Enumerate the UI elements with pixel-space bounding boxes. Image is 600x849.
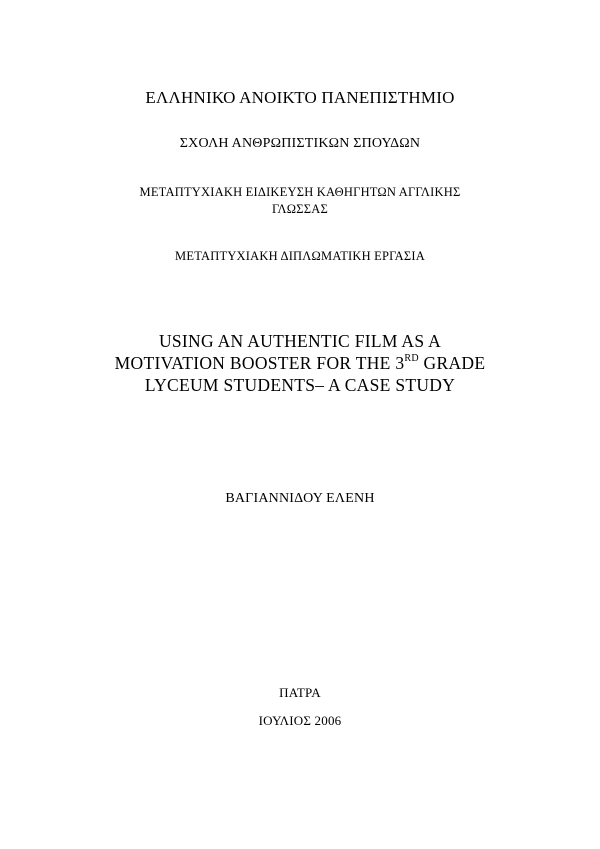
specialization [0, 184, 600, 218]
title-line-1: USING AN AUTHENTIC FILM AS A [158, 331, 442, 351]
specialization-line-2: ΓΛΩΣΣΑΣ [272, 202, 328, 216]
specialization-line-1: ΜΕΤΑΠΤΥΧΙΑΚΗ ΕΙΔΙΚΕΥΣΗ ΚΑΘΗΓΗΤΩΝ ΑΓΓΛΙΚΗΣ [139, 185, 461, 199]
title-line-2-end: GRADE [418, 353, 486, 373]
thesis-type: ΜΕΤΑΠΤΥΧΙΑΚΗ ΔΙΠΛΩΜΑΤΙΚΗ ΕΡΓΑΣΙΑ [175, 249, 425, 263]
city: ΠΑΤΡΑ [279, 685, 321, 700]
thesis-title [0, 330, 600, 396]
university-name: ΕΛΛΗΝΙΚΟ ΑΝΟΙΚΤΟ ΠΑΝΕΠΙΣΤΗΜΙΟ [145, 88, 455, 107]
title-line-2 [0, 352, 600, 374]
author-name: ΒΑΓΙΑΝΝΙΔΟΥ ΕΛΕΝΗ [225, 491, 375, 506]
title-line-2-superscript: RD [404, 353, 419, 365]
title-line-3: LYCEUM STUDENTS– A CASE STUDY [144, 375, 456, 395]
school-name: ΣΧΟΛΗ ΑΝΘΡΩΠΙΣΤΙΚΩΝ ΣΠΟΥΔΩΝ [179, 136, 421, 151]
title-line-2-start: MOTIVATION BOOSTER FOR THE 3 [114, 353, 405, 373]
date: ΙΟΥΛΙΟΣ 2006 [258, 713, 342, 728]
